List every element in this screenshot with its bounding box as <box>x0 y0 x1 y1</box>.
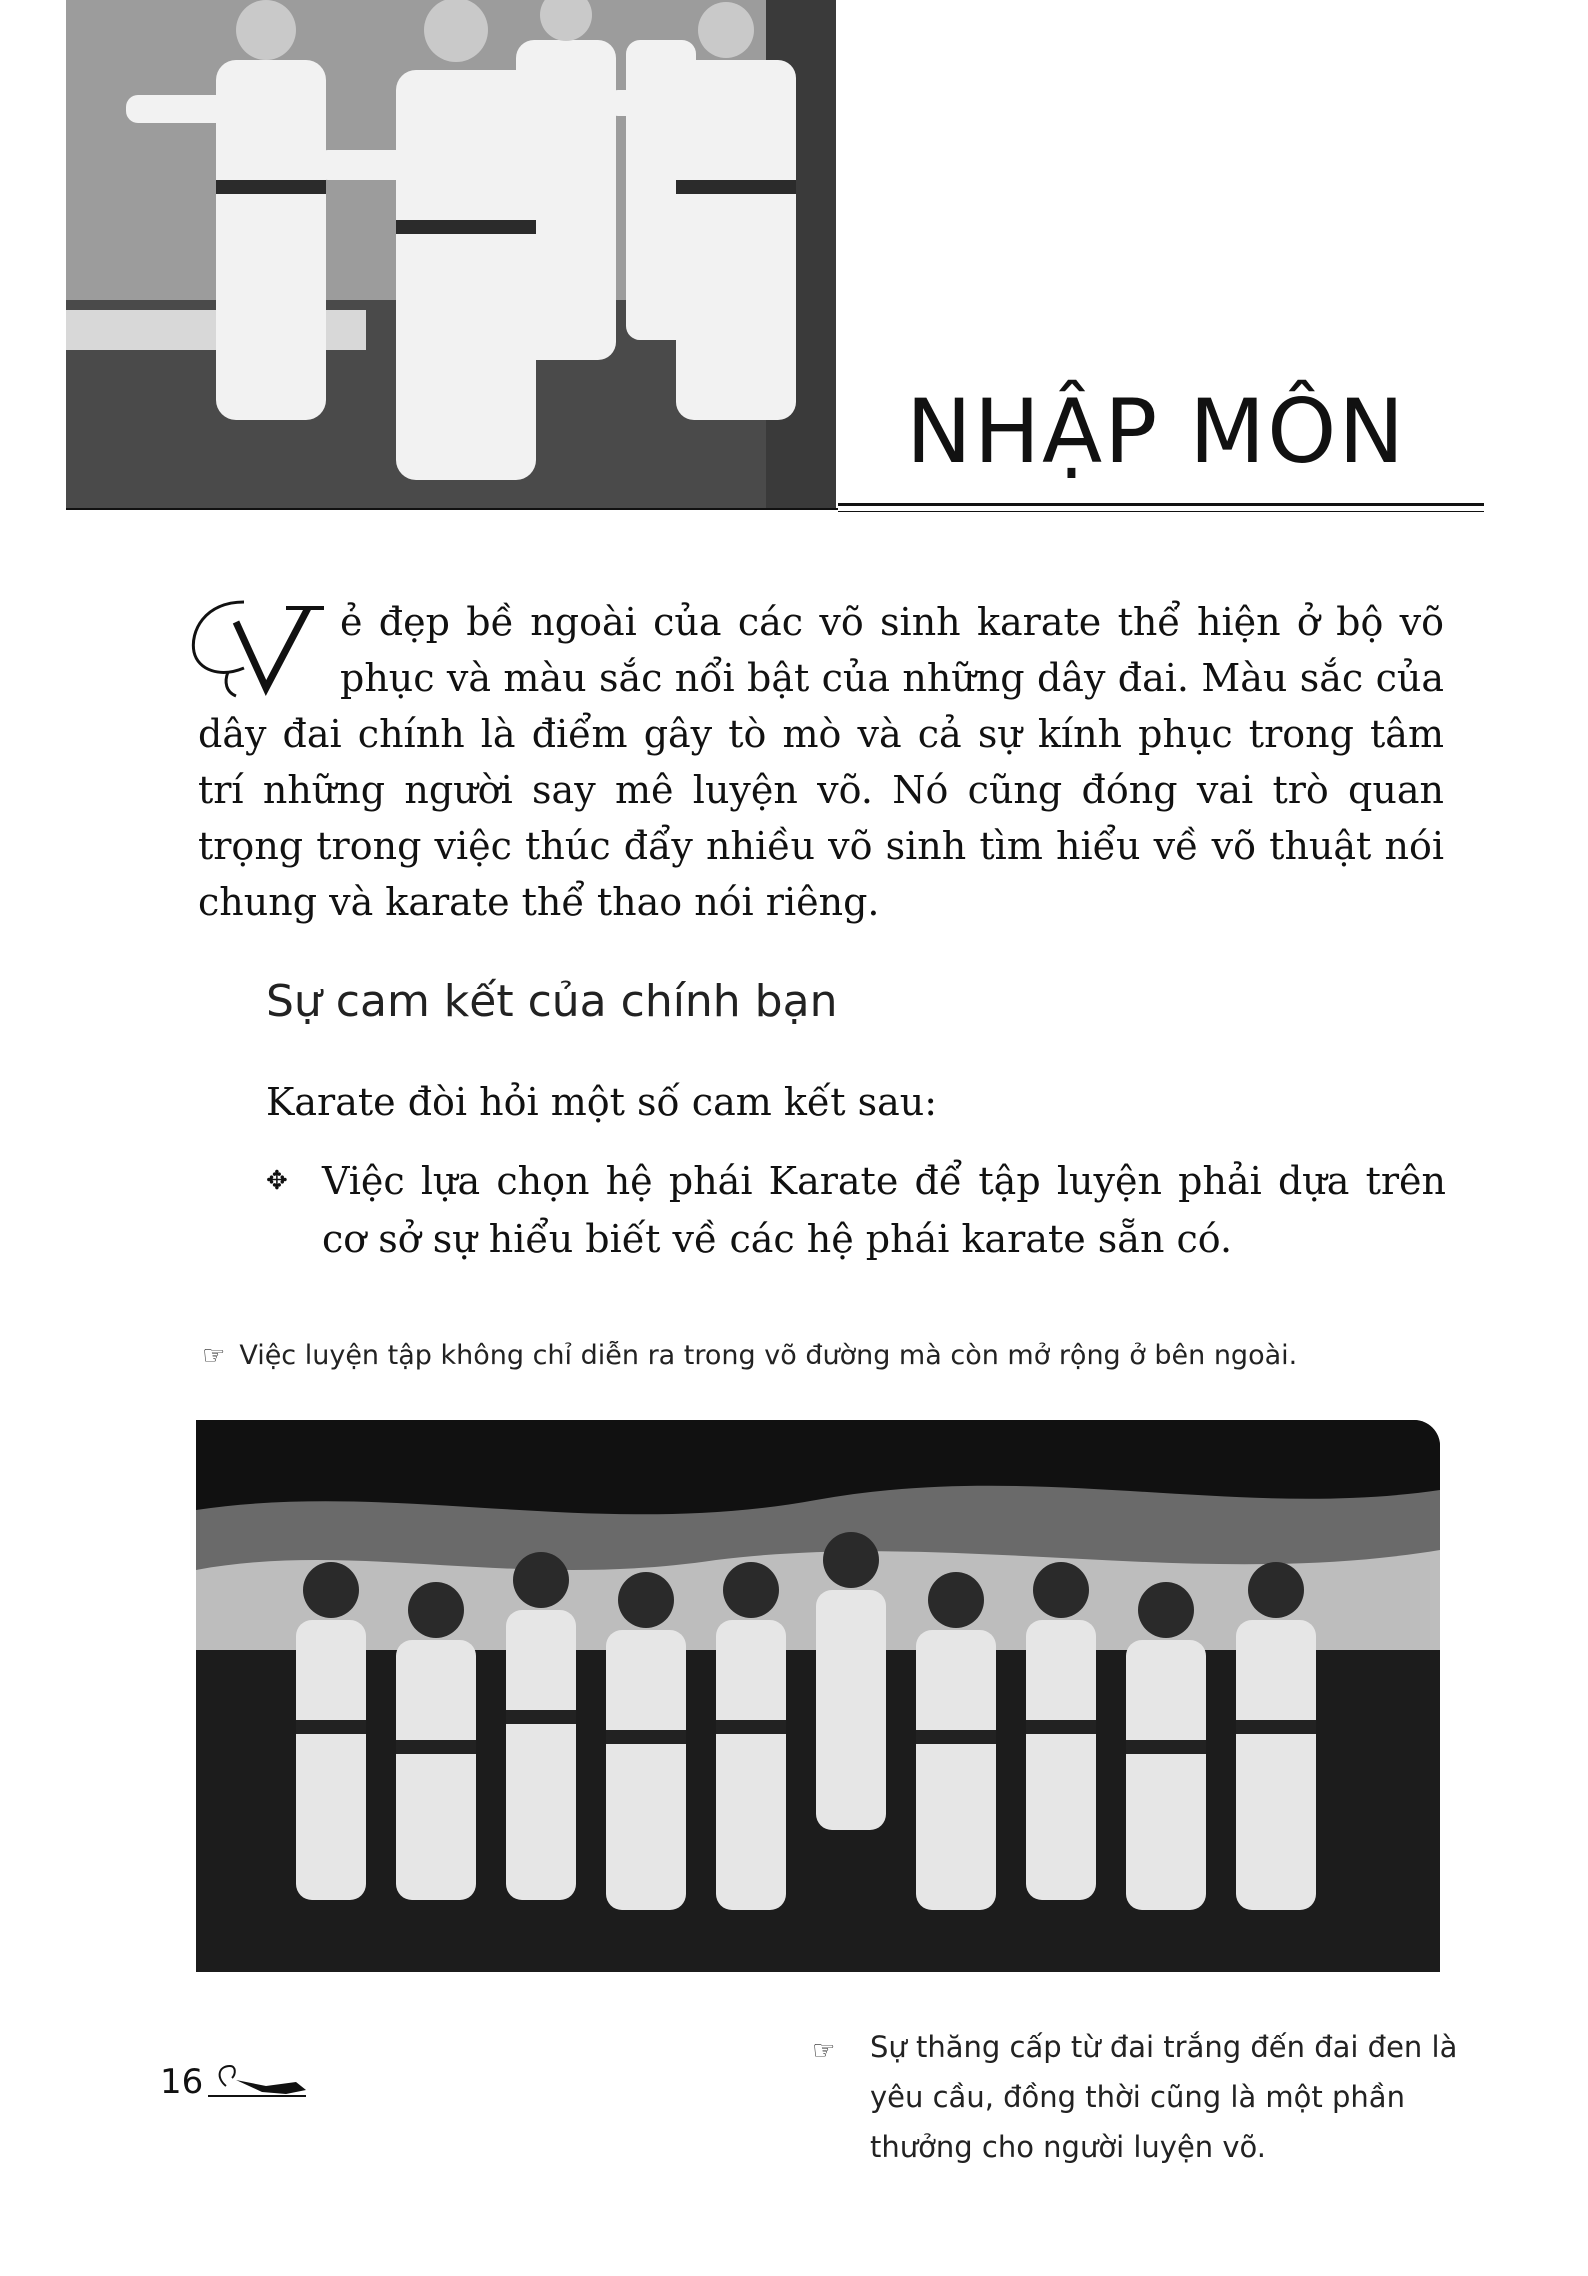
drop-cap <box>188 598 334 698</box>
caption-training-text: Việc luyện tập không chỉ diễn ra trong võ đường mà còn mở rộng ở bên ngoài. <box>239 1340 1298 1371</box>
section-heading: Sự cam kết của chính bạn <box>266 976 838 1027</box>
intro-text: ẻ đẹp bề ngoài của các võ sinh karate thể hiện ở bộ võ phục và màu sắc nổi bật của những dây đai. Màu sắc của dây đai chính là điểm gây tò mò và cả sự kính phục trong tâm trí những người say mê luyện võ. Nó cũng đóng vai trò quan trọng trong việc thúc đẩy nhiều võ sinh tìm hiểu về võ thuật nói chung và karate thể thao nói riêng. <box>198 600 1444 924</box>
intro-paragraph <box>198 594 1444 930</box>
title-underline-thin <box>838 511 1484 512</box>
pointing-hand-icon: ☞ <box>202 1341 226 1371</box>
top-photo-karate-students <box>66 0 836 508</box>
caption-training <box>202 1340 1462 1371</box>
bottom-photo-beach-training <box>196 1420 1440 1972</box>
chapter-title: NHẬP MÔN <box>906 380 1407 483</box>
section-lead: Karate đòi hỏi một số cam kết sau: <box>266 1080 938 1124</box>
page-number: 16 <box>160 2062 204 2102</box>
diamond-dots-icon: ✥ <box>266 1166 288 1196</box>
pointing-hand-icon: ☞ <box>812 2036 836 2066</box>
caption-belt-text: Sự thăng cấp từ đai trắng đến đai đen là yêu cầu, đồng thời cũng là một phần thưởng cho người luyện võ. <box>870 2030 1458 2164</box>
karate-kick-ornament-icon <box>206 2060 316 2108</box>
title-underline <box>838 503 1484 506</box>
photo-bottom-rule <box>66 508 838 510</box>
bullet-text: Việc lựa chọn hệ phái Karate để tập luyện phải dựa trên cơ sở sự hiểu biết về các hệ phái karate sẵn có. <box>322 1159 1446 1261</box>
